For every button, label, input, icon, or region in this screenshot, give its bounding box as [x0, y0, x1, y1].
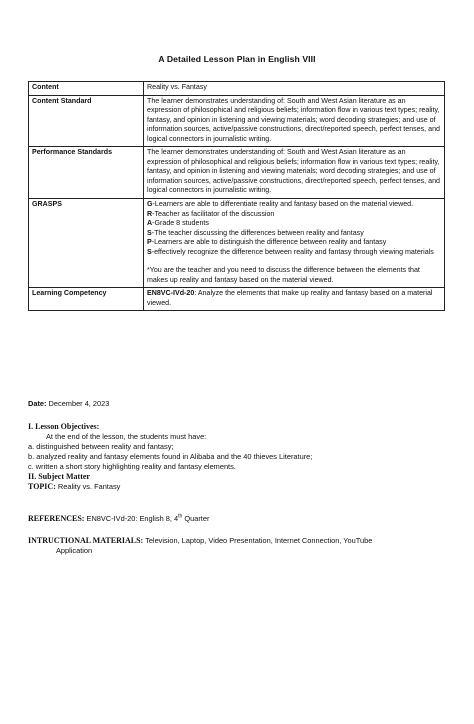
objective-item: a. distinguished between reality and fantasy;	[28, 442, 174, 451]
grasps-product	[147, 238, 441, 248]
competency-text: : Analyze the elements that make up reality and fantasy based on a material viewed.	[147, 289, 433, 307]
performance-standards-label: Performance Standards	[29, 147, 144, 199]
table-row	[29, 288, 445, 311]
learning-competency-label: Learning Competency	[29, 288, 144, 311]
grasps-letter: A	[147, 219, 153, 228]
grasps-audience	[147, 219, 441, 229]
materials-block	[28, 536, 372, 556]
spacer	[147, 257, 441, 266]
date-value: December 4, 2023	[48, 399, 110, 408]
grasps-text: -The teacher discussing the differences between reality and fantasy	[151, 228, 364, 237]
references-label: REFERENCES:	[28, 514, 85, 523]
grasps-text: -effectively recognize the difference between reality and fantasy through viewing materials	[151, 247, 434, 256]
subject-matter-heading: II. Subject Matter	[28, 472, 90, 481]
objectives-intro: At the end of the lesson, the students must have:	[46, 432, 207, 441]
content-value: Reality vs. Fantasy	[144, 82, 445, 96]
learning-competency-value	[144, 288, 445, 311]
grasps-letter: G	[147, 200, 153, 209]
topic-value: Reality vs. Fantasy	[57, 482, 121, 491]
grasps-letter: S	[147, 247, 152, 256]
materials-line	[28, 536, 372, 546]
content-label: Content	[29, 82, 144, 96]
objectives-heading: I. Lesson Objectives:	[28, 422, 100, 431]
grasps-standards	[147, 248, 441, 258]
references-line	[28, 514, 209, 524]
grasps-role	[147, 210, 441, 220]
table-row	[29, 95, 445, 147]
references-value: EN8VC-IVd-20: English 8, 4	[86, 514, 179, 523]
grasps-text: -Learners are able to distinguish the difference between reality and fantasy	[151, 238, 387, 247]
references-tail: Quarter	[182, 514, 210, 523]
table-row	[29, 82, 445, 96]
document-title: A Detailed Lesson Plan in English VIII	[158, 54, 316, 64]
date-label: Date:	[28, 399, 47, 408]
materials-value-continued: Application	[56, 546, 93, 555]
objective-item: b. analyzed reality and fantasy elements found in Alibaba and the 40 thieves Literature;	[28, 452, 313, 461]
objective-item: c. written a short story highlighting reality and fantasy elements.	[28, 462, 236, 471]
content-standard-value: The learner demonstrates understanding of: South and West Asian literature as an expression of philosophical and religious beliefs; information flow in various text types; reality, fantasy, and opinion in listening and viewing materials; word decoding strategies; and use of information sources, active/passive constructions, direct/reported speech, perfect tenses, and logical connectors in journalistic writing.	[144, 95, 445, 147]
materials-label: INTRUCTIONAL MATERIALS:	[28, 536, 144, 545]
objectives-section	[28, 422, 312, 492]
grasps-text: -Teacher as facilitator of the discussion	[152, 209, 275, 218]
topic-line	[28, 482, 312, 492]
content-standard-label: Content Standard	[29, 95, 144, 147]
grasps-note: *You are the teacher and you need to discuss the difference between the elements that makes up reality and fantasy based on the material viewed.	[147, 266, 420, 284]
grasps-text: -Grade 8 students	[152, 219, 209, 228]
lesson-plan-table	[28, 81, 445, 311]
grasps-goal	[147, 200, 441, 210]
references-superscript: th	[178, 513, 183, 520]
grasps-letter: P	[147, 238, 152, 247]
date-line	[28, 399, 109, 409]
grasps-letter: S	[147, 228, 152, 237]
materials-value: Television, Laptop, Video Presentation, Internet Connection, YouTube	[145, 536, 373, 545]
performance-standards-value: The learner demonstrates understanding of: South and West Asian literature as an expression of philosophical and religious beliefs; information flow in various text types; reality, fantasy, and opinion in listening and viewing materials; word decoding strategies; and use of information sources, active/passive constructions, direct/reported speech, perfect tenses, and logical connectors in journalistic writing.	[144, 147, 445, 199]
topic-label: TOPIC:	[28, 482, 56, 491]
grasps-text: -Learners are able to differentiate reality and fantasy based on the material viewed.	[152, 200, 414, 209]
table-row	[29, 199, 445, 288]
grasps-value	[144, 199, 445, 288]
table-row	[29, 147, 445, 199]
grasps-situation	[147, 229, 441, 239]
competency-code: EN8VC-IVd-20	[147, 289, 195, 298]
grasps-letter: R	[147, 209, 153, 218]
grasps-label: GRASPS	[29, 199, 144, 288]
